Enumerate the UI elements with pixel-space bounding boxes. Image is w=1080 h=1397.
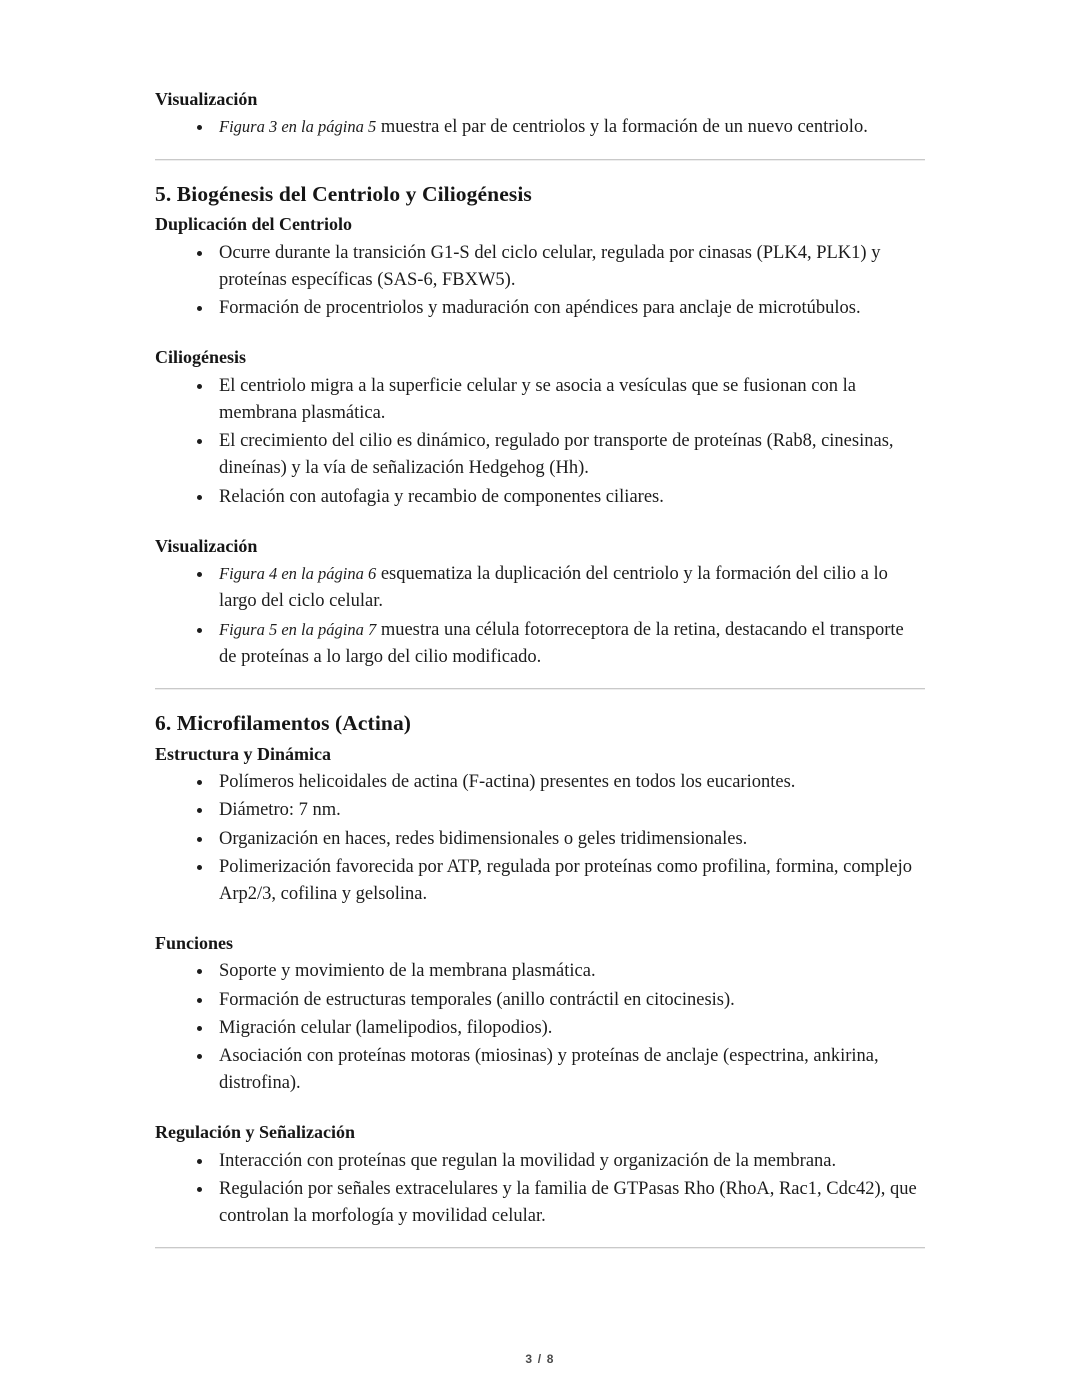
list-item: Regulación por señales extracelulares y la familia de GTPasas Rho (RhoA, Rac1, Cdc42), que controlan la morfología y movilidad celular. (191, 1176, 925, 1230)
list-item: Diámetro: 7 nm. (191, 797, 925, 824)
section-biogenesis-centriolo (155, 181, 925, 671)
bullet-list (155, 1148, 925, 1231)
subsection-heading: Regulación y Señalización (155, 1122, 356, 1143)
subsection-ciliogenesis (155, 346, 925, 510)
bullet-list (155, 769, 925, 908)
list-item: Interacción con proteínas que regulan la movilidad y organización de la membrana. (191, 1148, 925, 1175)
list-item: Polímeros helicoidales de actina (F-actina) presentes en todos los eucariontes. (191, 769, 925, 796)
subsection-heading: Visualización (155, 89, 258, 109)
list-item-text: esquematiza la duplicación del centriolo y la formación del cilio a lo largo del ciclo celular. (219, 564, 888, 612)
bullet-list (155, 240, 925, 323)
subsection-heading: Estructura y Dinámica (155, 743, 331, 764)
subsection-visualizacion-2 (155, 535, 925, 671)
page-number: 3 / 8 (525, 1352, 555, 1366)
subsection-regulacion-senalizacion (155, 1121, 925, 1230)
list-item: Ocurre durante la transición G1-S del ciclo celular, regulada por cinasas (PLK4, PLK1) y proteínas específicas (SAS-6, FBXW5). (191, 240, 925, 294)
subsection-duplicacion-centriolo (155, 213, 925, 322)
subsection-funciones (155, 932, 925, 1097)
list-item: Asociación con proteínas motoras (miosinas) y proteínas de anclaje (espectrina, ankirina, distrofina). (191, 1043, 925, 1097)
list-item: Formación de estructuras temporales (anillo contráctil en citocinesis). (191, 987, 925, 1014)
section-microfilamentos (155, 710, 925, 1230)
figure-reference[interactable]: Figura 5 en la página 7 (219, 619, 377, 639)
bullet-list (155, 114, 925, 141)
list-item: Migración celular (lamelipodios, filopodios). (191, 1015, 925, 1042)
list-item: Formación de procentriolos y maduración con apéndices para anclaje de microtúbulos. (191, 295, 925, 322)
list-item: Polimerización favorecida por ATP, regulada por proteínas como profilina, formina, complejo Arp2/3, cofilina y gelsolina. (191, 854, 925, 908)
subsection-heading: Ciliogénesis (155, 347, 247, 368)
section-divider (155, 1247, 925, 1249)
bullet-list (155, 561, 925, 671)
figure-reference[interactable]: Figura 4 en la página 6 (219, 564, 377, 584)
figure-reference[interactable]: Figura 3 en la página 5 (219, 117, 377, 137)
section-heading: 5. Biogénesis del Centriolo y Ciliogénesis (155, 181, 532, 206)
bullet-list (155, 373, 925, 511)
list-item: Organización en haces, redes bidimensionales o geles tridimensionales. (191, 826, 925, 853)
subsection-estructura-dinamica (155, 743, 925, 908)
subsection-heading: Visualización (155, 535, 258, 556)
subsection-heading: Duplicación del Centriolo (155, 214, 352, 235)
list-item: Relación con autofagia y recambio de componentes ciliares. (191, 484, 925, 511)
bullet-list (155, 958, 925, 1097)
list-item: Soporte y movimiento de la membrana plasmática. (191, 958, 925, 985)
subsection-visualizacion-1 (155, 88, 925, 142)
section-heading: 6. Microfilamentos (Actina) (155, 710, 412, 735)
page-content (155, 88, 925, 1269)
list-item: El crecimiento del cilio es dinámico, regulado por transporte de proteínas (Rab8, cinesinas, dineínas) y la vía de señalización Hedgehog (Hh). (191, 428, 925, 482)
list-item (191, 114, 925, 141)
section-divider (155, 688, 925, 690)
list-item-text: muestra una célula fotorreceptora de la retina, destacando el transporte de proteínas a lo largo del cilio modificado. (219, 619, 904, 667)
section-divider (155, 159, 925, 161)
subsection-heading: Funciones (155, 933, 234, 954)
list-item: El centriolo migra a la superficie celular y se asocia a vesículas que se fusionan con la membrana plasmática. (191, 373, 925, 427)
list-item-text: muestra el par de centriolos y la formación de un nuevo centriolo. (376, 117, 868, 138)
list-item (191, 561, 925, 615)
list-item (191, 617, 925, 671)
